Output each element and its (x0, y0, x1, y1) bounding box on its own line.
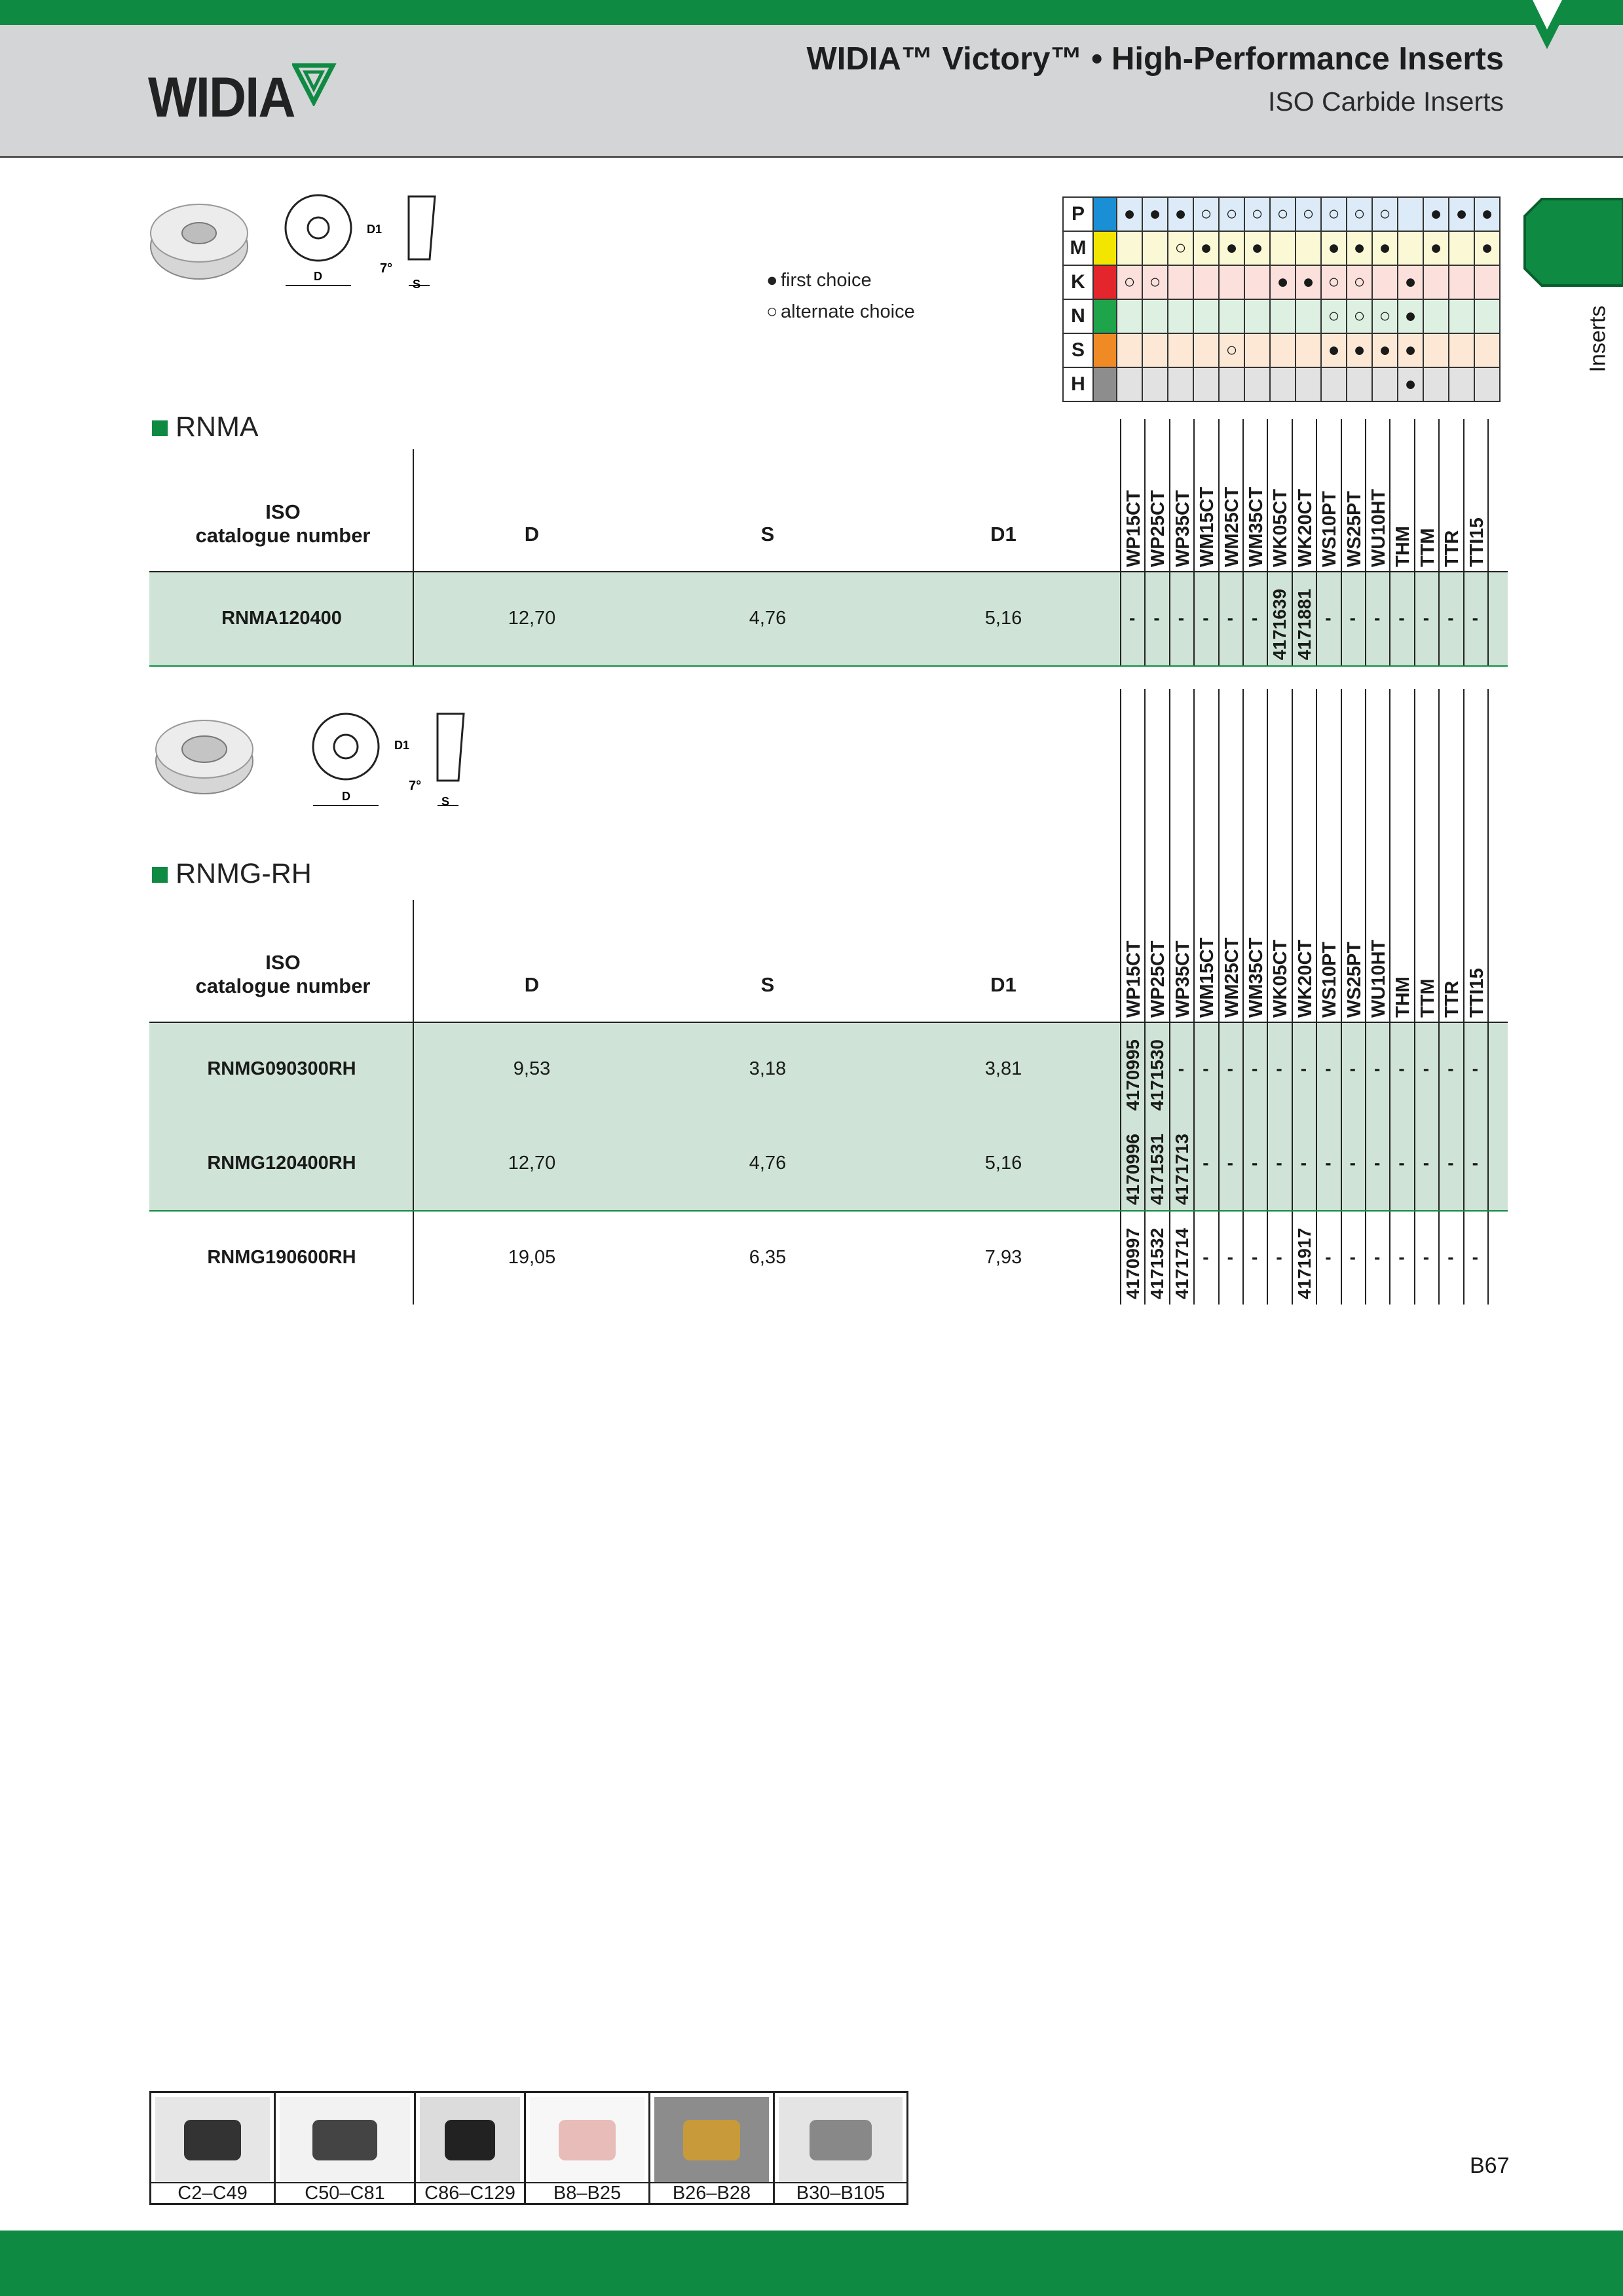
header-d: D (524, 973, 540, 996)
header-iso-line: ISO (265, 951, 301, 974)
suitability-mark (1321, 367, 1347, 401)
material-code: P (1063, 197, 1093, 231)
code-unavailable: - (1203, 1153, 1209, 1173)
thumbnail-image (779, 2097, 903, 2187)
related-page-label: C86–C129 (416, 2182, 524, 2203)
grade-label: WM15CT (1197, 937, 1218, 1018)
suitability-mark: ● (1321, 231, 1347, 265)
thumbnail-image (420, 2097, 520, 2187)
page-title: WIDIA™ Victory™ • High-Performance Inserts (806, 41, 1504, 77)
suitability-mark (1449, 299, 1474, 333)
code-unavailable: - (1300, 1058, 1307, 1079)
suitability-mark (1449, 265, 1474, 299)
code-unavailable: - (1374, 1153, 1381, 1173)
suitability-mark (1270, 299, 1296, 333)
code-unavailable: - (1325, 1153, 1332, 1173)
suitability-mark (1474, 333, 1500, 367)
suitability-mark (1168, 299, 1193, 333)
suitability-mark: ○ (1270, 197, 1296, 231)
code-unavailable: - (1227, 1058, 1233, 1079)
header-s: S (760, 973, 775, 996)
suitability-mark: ○ (1117, 265, 1142, 299)
header-catalogue-line: catalogue number (195, 974, 371, 997)
value-d: 12,70 (508, 1153, 556, 1174)
suitability-mark: ○ (1168, 231, 1193, 265)
dim-d-label: D (314, 270, 322, 283)
material-color-swatch (1093, 367, 1117, 401)
header-rule (149, 1022, 1508, 1023)
material-suitability-grid (1062, 196, 1501, 402)
code-unavailable: - (1423, 1247, 1430, 1267)
header-rule (149, 571, 1508, 572)
suitability-mark (1449, 333, 1474, 367)
suitability-mark (1168, 367, 1193, 401)
suitability-mark: ● (1423, 231, 1449, 265)
code-unavailable: - (1349, 1153, 1356, 1173)
code-unavailable: - (1374, 1058, 1381, 1079)
related-page-link[interactable] (773, 2091, 908, 2205)
code-unavailable: - (1472, 1153, 1478, 1173)
grade-label: WK20CT (1294, 489, 1316, 567)
suitability-mark (1474, 367, 1500, 401)
suitability-mark: ● (1474, 231, 1500, 265)
suitability-mark: ○ (1372, 197, 1398, 231)
grade-label: WU10HT (1368, 939, 1389, 1018)
suitability-mark: ○ (1219, 197, 1244, 231)
code-unavailable: - (1203, 1247, 1209, 1267)
grade-label: WP15CT (1123, 940, 1144, 1018)
legend-alternate-choice: ○ alternate choice (766, 296, 915, 327)
suitability-mark (1423, 299, 1449, 333)
order-number[interactable]: 4171714 (1171, 1227, 1192, 1299)
suitability-mark (1423, 333, 1449, 367)
order-number[interactable]: 4171532 (1147, 1227, 1168, 1299)
suitability-mark: ○ (1347, 197, 1372, 231)
thumbnail-image (155, 2097, 270, 2187)
suitability-mark: ○ (1347, 265, 1372, 299)
suitability-mark (1219, 265, 1244, 299)
page-subtitle: ISO Carbide Inserts (1267, 86, 1504, 117)
suitability-mark (1117, 299, 1142, 333)
legend (766, 265, 915, 327)
rnmg-rh-insert-drawing (152, 709, 493, 813)
grade-label: WK05CT (1270, 489, 1292, 567)
suitability-mark (1117, 231, 1142, 265)
code-unavailable: - (1203, 1058, 1209, 1079)
code-unavailable: - (1447, 1058, 1454, 1079)
material-code: S (1063, 333, 1093, 367)
grade-label: THM (1392, 526, 1414, 567)
suitability-mark: ● (1474, 197, 1500, 231)
dim-d-label-2: D (342, 790, 350, 803)
grade-label: WP35CT (1172, 940, 1193, 1018)
material-color-swatch (1093, 333, 1117, 367)
grade-label: TTR (1442, 530, 1463, 567)
material-color-swatch (1093, 197, 1117, 231)
suitability-mark: ● (1296, 265, 1321, 299)
code-unavailable: - (1325, 1058, 1332, 1079)
code-unavailable: - (1276, 1247, 1282, 1267)
suitability-mark (1168, 265, 1193, 299)
alternate-choice-icon: ○ (766, 301, 778, 322)
header-d: D (524, 523, 540, 546)
material-code: H (1063, 367, 1093, 401)
widia-logo-mark-icon (292, 63, 338, 106)
suitability-mark: ● (1117, 197, 1142, 231)
section-title (152, 858, 312, 890)
order-number[interactable]: 4171881 (1294, 588, 1315, 660)
header-catalogue-line: catalogue number (195, 524, 371, 547)
code-unavailable: - (1252, 608, 1258, 628)
suitability-mark: ○ (1142, 265, 1168, 299)
material-color-swatch (1093, 265, 1117, 299)
grade-label: WM25CT (1221, 487, 1242, 567)
grade-label: WK05CT (1270, 939, 1292, 1018)
suitability-mark (1244, 299, 1270, 333)
suitability-mark: ● (1219, 231, 1244, 265)
material-row-p (1063, 197, 1500, 231)
first-choice-icon: ● (766, 270, 778, 291)
suitability-mark: ● (1398, 299, 1423, 333)
suitability-mark (1449, 367, 1474, 401)
grade-label: WS10PT (1319, 941, 1341, 1018)
thumbnail-image (654, 2097, 769, 2187)
code-unavailable: - (1153, 608, 1160, 628)
suitability-mark: ● (1244, 231, 1270, 265)
value-s: 4,76 (749, 608, 787, 629)
grade-label: WP15CT (1123, 490, 1144, 567)
corner-triangle-icon (1506, 0, 1572, 52)
suitability-mark: ○ (1193, 197, 1219, 231)
value-s: 3,18 (749, 1058, 787, 1079)
suitability-mark: ○ (1244, 197, 1270, 231)
side-tab-label: Inserts (1585, 305, 1611, 373)
related-page-link[interactable] (524, 2091, 650, 2205)
code-unavailable: - (1203, 608, 1209, 628)
suitability-mark: ● (1372, 333, 1398, 367)
section-marker-icon (152, 420, 168, 436)
code-unavailable: - (1472, 1247, 1478, 1267)
value-d1: 5,16 (984, 608, 1022, 629)
value-d1: 3,81 (984, 1058, 1022, 1079)
suitability-mark: ○ (1321, 197, 1347, 231)
dim-s-label: S (413, 278, 421, 291)
suitability-mark: ○ (1296, 197, 1321, 231)
code-unavailable: - (1472, 608, 1478, 628)
code-unavailable: - (1447, 608, 1454, 628)
grade-column-line (1120, 689, 1121, 1305)
suitability-mark (1423, 265, 1449, 299)
material-color-swatch (1093, 231, 1117, 265)
band-rule (149, 1210, 1508, 1212)
code-unavailable: - (1300, 1153, 1307, 1173)
suitability-mark (1296, 333, 1321, 367)
dim-d1-label-2: D1 (394, 739, 410, 752)
thumbnail-image (530, 2097, 644, 2187)
suitability-mark (1142, 367, 1168, 401)
grade-column-line (1414, 419, 1415, 665)
grade-label: TTI15 (1466, 517, 1487, 567)
grade-label: WK20CT (1294, 939, 1316, 1018)
suitability-mark (1244, 367, 1270, 401)
suitability-mark: ○ (1321, 265, 1347, 299)
suitability-mark (1423, 367, 1449, 401)
grade-column-line (1414, 689, 1415, 1305)
value-d: 12,70 (508, 608, 556, 629)
grade-label: WP35CT (1172, 490, 1193, 567)
suitability-mark: ● (1372, 231, 1398, 265)
code-unavailable: - (1398, 608, 1405, 628)
order-number[interactable]: 4171531 (1147, 1133, 1168, 1205)
suitability-mark (1219, 299, 1244, 333)
code-unavailable: - (1252, 1153, 1258, 1173)
suitability-mark (1117, 333, 1142, 367)
suitability-mark (1117, 367, 1142, 401)
column-divider (413, 449, 414, 665)
grade-label: TTR (1442, 980, 1463, 1018)
suitability-mark: ● (1398, 333, 1423, 367)
top-green-bar (0, 0, 1623, 25)
code-unavailable: - (1178, 1058, 1185, 1079)
code-unavailable: - (1227, 608, 1233, 628)
suitability-mark (1193, 367, 1219, 401)
suitability-mark (1449, 231, 1474, 265)
code-unavailable: - (1398, 1247, 1405, 1267)
value-d: 9,53 (513, 1058, 551, 1079)
iso-number: RNMG090300RH (207, 1058, 356, 1079)
related-page-label: C2–C49 (151, 2182, 274, 2203)
related-page-link[interactable] (414, 2091, 526, 2205)
grade-column-line (1292, 419, 1293, 665)
legend-first-choice: ● first choice (766, 265, 915, 296)
code-unavailable: - (1227, 1153, 1233, 1173)
suitability-mark (1244, 333, 1270, 367)
code-unavailable: - (1349, 1058, 1356, 1079)
code-unavailable: - (1423, 608, 1430, 628)
suitability-mark (1296, 299, 1321, 333)
material-code: K (1063, 265, 1093, 299)
value-d1: 5,16 (984, 1153, 1022, 1174)
code-unavailable: - (1227, 1247, 1233, 1267)
value-s: 4,76 (749, 1153, 787, 1174)
material-row-m (1063, 231, 1500, 265)
suitability-mark (1474, 299, 1500, 333)
dim-angle-label-2: 7° (409, 779, 422, 793)
header-d1: D1 (990, 523, 1017, 546)
code-unavailable: - (1447, 1247, 1454, 1267)
suitability-mark: ● (1398, 265, 1423, 299)
suitability-mark: ● (1142, 197, 1168, 231)
related-page-link[interactable] (648, 2091, 775, 2205)
grade-label: WM15CT (1197, 487, 1218, 567)
suitability-mark (1193, 333, 1219, 367)
code-unavailable: - (1252, 1058, 1258, 1079)
code-unavailable: - (1252, 1247, 1258, 1267)
code-unavailable: - (1349, 608, 1356, 628)
grade-label: WS25PT (1343, 941, 1365, 1018)
code-unavailable: - (1276, 1153, 1282, 1173)
suitability-mark (1219, 367, 1244, 401)
suitability-mark: ○ (1372, 299, 1398, 333)
suitability-mark (1142, 333, 1168, 367)
suitability-mark (1372, 265, 1398, 299)
grade-label: WS10PT (1319, 491, 1341, 567)
suitability-mark: ● (1347, 231, 1372, 265)
material-row-h (1063, 367, 1500, 401)
code-unavailable: - (1325, 1247, 1332, 1267)
order-number[interactable]: 4170996 (1123, 1133, 1143, 1205)
value-d: 19,05 (508, 1247, 556, 1268)
iso-number: RNMG190600RH (207, 1247, 356, 1268)
iso-number: RNMG120400RH (207, 1153, 356, 1174)
grade-label: WP25CT (1147, 490, 1169, 567)
suitability-mark (1372, 367, 1398, 401)
code-unavailable: - (1472, 1058, 1478, 1079)
suitability-mark: ○ (1321, 299, 1347, 333)
suitability-mark: ● (1398, 367, 1423, 401)
header-iso (152, 951, 414, 998)
grade-label: THM (1392, 976, 1414, 1018)
thumbnail-image (280, 2097, 410, 2187)
page-number: B67 (1470, 2153, 1510, 2178)
code-unavailable: - (1398, 1058, 1405, 1079)
header-iso (152, 500, 414, 547)
code-unavailable: - (1398, 1153, 1405, 1173)
suitability-mark: ● (1449, 197, 1474, 231)
code-unavailable: - (1447, 1153, 1454, 1173)
suitability-mark (1270, 231, 1296, 265)
grade-column-line (1169, 419, 1170, 665)
suitability-mark (1474, 265, 1500, 299)
header-d1: D1 (990, 973, 1017, 996)
code-unavailable: - (1423, 1153, 1430, 1173)
grade-label: TTI15 (1466, 968, 1487, 1018)
grade-label: WM25CT (1221, 937, 1242, 1018)
column-divider (413, 900, 414, 1305)
related-page-label: C50–C81 (276, 2182, 414, 2203)
suitability-mark (1142, 231, 1168, 265)
material-row-s (1063, 333, 1500, 367)
section-marker-icon (152, 867, 168, 883)
suitability-mark (1142, 299, 1168, 333)
suitability-mark (1398, 197, 1423, 231)
grade-label: WM35CT (1246, 937, 1267, 1018)
order-number[interactable]: 4171639 (1269, 588, 1290, 660)
grade-label: WP25CT (1147, 940, 1169, 1018)
dim-angle-label: 7° (380, 261, 393, 276)
related-page-label: B30–B105 (775, 2182, 906, 2203)
suitability-mark: ● (1423, 197, 1449, 231)
grade-label: TTM (1417, 978, 1438, 1018)
inserts-side-tab[interactable] (1522, 196, 1623, 288)
dim-s-label-2: S (441, 795, 450, 808)
bottom-green-bar (0, 2231, 1623, 2296)
suitability-mark (1270, 367, 1296, 401)
grade-label: WM35CT (1246, 487, 1267, 567)
header-iso-line: ISO (265, 500, 301, 523)
dim-d1-label: D1 (367, 223, 382, 236)
related-page-label: B8–B25 (526, 2182, 648, 2203)
suitability-mark: ● (1270, 265, 1296, 299)
code-unavailable: - (1374, 1247, 1381, 1267)
material-code: M (1063, 231, 1093, 265)
value-s: 6,35 (749, 1247, 787, 1268)
grade-label: TTM (1417, 528, 1438, 567)
related-page-link[interactable] (149, 2091, 276, 2205)
grade-label: WS25PT (1343, 491, 1365, 567)
code-unavailable: - (1349, 1247, 1356, 1267)
suitability-mark (1193, 299, 1219, 333)
material-row-n (1063, 299, 1500, 333)
band-rule (149, 665, 1508, 667)
suitability-mark (1347, 367, 1372, 401)
section-name: RNMA (176, 411, 259, 443)
order-number[interactable]: 4171917 (1294, 1227, 1315, 1299)
header-s: S (760, 523, 775, 546)
code-unavailable: - (1129, 608, 1136, 628)
material-row-k (1063, 265, 1500, 299)
section-name: RNMG-RH (176, 858, 312, 889)
related-page-link[interactable] (274, 2091, 416, 2205)
code-unavailable: - (1423, 1058, 1430, 1079)
material-code: N (1063, 299, 1093, 333)
suitability-mark (1296, 367, 1321, 401)
code-unavailable: - (1374, 608, 1381, 628)
rnma-insert-drawing (147, 194, 461, 299)
suitability-mark (1193, 265, 1219, 299)
widia-logo: WIDIA (148, 66, 295, 129)
value-d1: 7,93 (984, 1247, 1022, 1268)
order-number[interactable]: 4171530 (1147, 1039, 1168, 1111)
order-number[interactable]: 4170995 (1123, 1039, 1143, 1111)
suitability-mark: ○ (1219, 333, 1244, 367)
suitability-mark: ● (1168, 197, 1193, 231)
suitability-mark (1168, 333, 1193, 367)
grade-column-line (1292, 689, 1293, 1305)
suitability-mark (1244, 265, 1270, 299)
order-number[interactable]: 4170997 (1123, 1227, 1143, 1299)
grade-column-line (1169, 689, 1170, 1305)
suitability-mark: ● (1193, 231, 1219, 265)
order-number[interactable]: 4171713 (1171, 1133, 1192, 1205)
code-unavailable: - (1178, 608, 1185, 628)
code-unavailable: - (1325, 608, 1332, 628)
related-page-label: B26–B28 (650, 2182, 773, 2203)
code-unavailable: - (1276, 1058, 1282, 1079)
suitability-mark (1296, 231, 1321, 265)
suitability-mark: ○ (1347, 299, 1372, 333)
material-color-swatch (1093, 299, 1117, 333)
suitability-mark (1270, 333, 1296, 367)
grade-label: WU10HT (1368, 489, 1389, 567)
suitability-mark: ● (1347, 333, 1372, 367)
section-title (152, 411, 259, 443)
iso-number: RNMA120400 (221, 608, 342, 629)
suitability-mark (1398, 231, 1423, 265)
suitability-mark: ● (1321, 333, 1347, 367)
